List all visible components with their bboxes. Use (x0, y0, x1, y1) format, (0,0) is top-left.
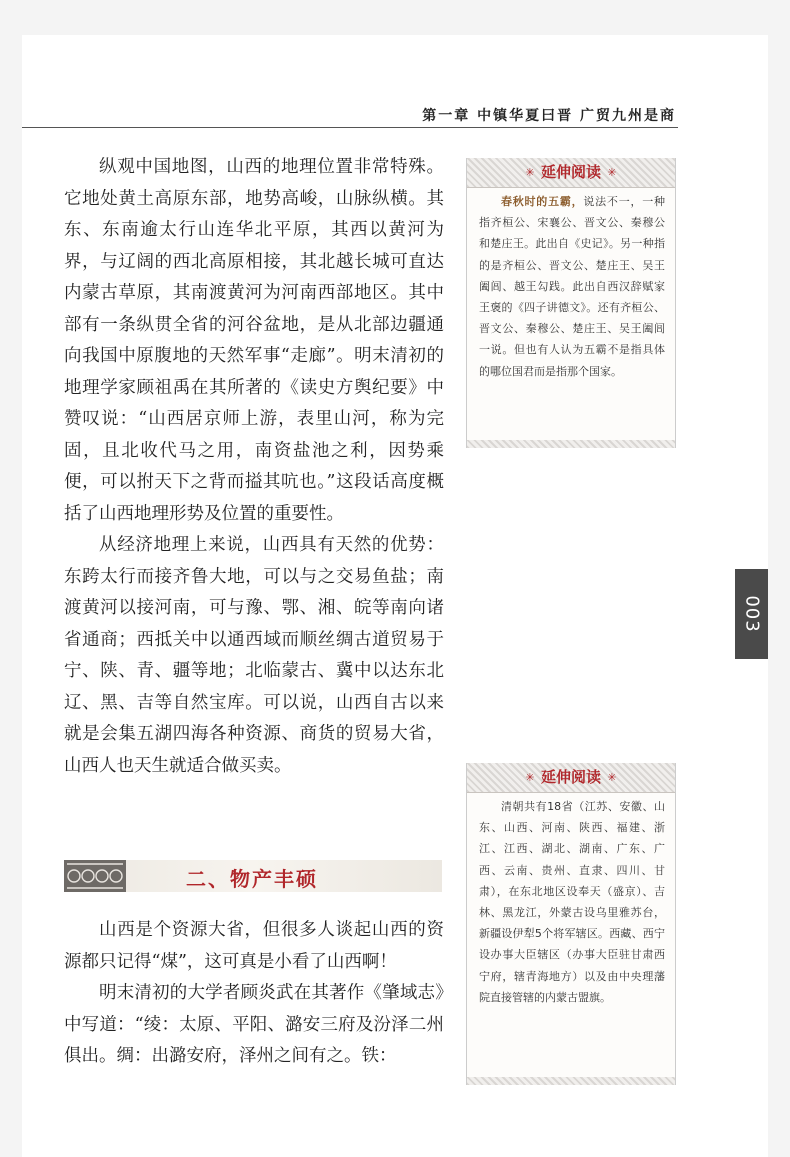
page-number: 003 (741, 595, 762, 633)
further-reading-text: 说法不一，一种指齐桓公、宋襄公、晋文公、秦穆公和楚庄王。此出自《史记》。另一种指的是齐桓公、晋文公、楚庄王、吴王阖闾、越王勾践。此出自西汉辞赋家王褒的《四子讲德文》。还有齐桓公、晋文公、秦穆公、楚庄王、吴王阖闾一说。但也有人认为五霸不是指具体的哪位国君而是指那个国家。 (479, 195, 666, 378)
paragraph: 从经济地理上来说，山西具有天然的优势：东跨太行而接齐鲁大地，可以与之交易鱼盐；南渡黄河以接河南，可与豫、鄂、湘、皖等南向诸省通商；西抵关中以通西域而顺丝绸古道贸易于宁、陕、青、疆等地；北临蒙古、冀中以达东北辽、黑、吉等自然宝库。可以说，山西自古以来就是会集五湖四海各种资源、商货的贸易大省，山西人也天生就适合做买卖。 (64, 535, 444, 776)
book-page (22, 35, 768, 1157)
running-header: 第一章 中镇华夏曰晋 广贸九州是商 (422, 108, 676, 124)
further-reading-title: 延伸阅读 (540, 768, 601, 786)
further-reading-header (467, 763, 675, 793)
further-reading-box-1 (466, 158, 676, 448)
lattice-ornament-icon (64, 860, 126, 892)
paragraph: 明末清初的大学者顾炎武在其著作《肇域志》中写道：“绫：太原、平阳、潞安三府及汾泽二州俱出。绸：出潞安府，泽州之间有之。铁： (64, 983, 444, 1066)
section-title: 二、物产丰硕 (186, 867, 318, 891)
further-reading-content (467, 793, 675, 1008)
further-reading-title: 延伸阅读 (540, 163, 601, 181)
flower-ornament-icon: ✳ (525, 166, 535, 179)
further-reading-text: 清朝共有18省（江苏、安徽、山东、山西、河南、陕西、福建、浙江、江西、湖北、湖南、广东、广西、云南、贵州、直隶、四川、甘肃），在东北地区设奉天（盛京）、吉林、黑龙江，外蒙古设乌里雅苏台，新疆设伊犁5个将军辖区。西藏、西宁设办事大臣辖区（办事大臣驻甘肃西宁府，辖青海地方）以及由中央理藩院直接管辖的内蒙古盟旗。 (479, 800, 665, 1004)
header-rule (22, 127, 678, 128)
further-reading-header (467, 158, 675, 188)
flower-ornament-icon: ✳ (525, 771, 535, 784)
further-reading-content (467, 188, 675, 382)
flower-ornament-icon: ✳ (607, 771, 617, 784)
flower-ornament-icon: ✳ (607, 166, 617, 179)
section-heading-bar (64, 860, 442, 892)
paragraph: 纵观中国地图，山西的地理位置非常特殊。它地处黄土高原东部，地势高峻，山脉纵横。其东、东南逾太行山连华北平原，其西以黄河为界，与辽阔的西北高原相接，其北越长城可直达内蒙古草原，其南渡黄河为河南西部地区。其中部有一条纵贯全省的河谷盆地，是从北部边疆通向我国中原腹地的天然军事“走廊”。明末清初的地理学家顾祖禹在其所著的《读史方舆纪要》中赞叹说：“山西居京师上游，表里山河，称为完固，且北收代马之用，南资盐池之利，因势乘便，可以拊天下之背而搤其吭也。”这段话高度概括了山西地理形势及位置的重要性。 (64, 157, 444, 524)
box-bottom-border (467, 1077, 675, 1085)
paragraph: 山西是个资源大省，但很多人谈起山西的资源都只记得“煤”，这可真是小看了山西啊！ (64, 920, 444, 972)
page-number-tab (735, 569, 768, 659)
box-bottom-border (467, 440, 675, 448)
main-text-lower (64, 915, 444, 1073)
lead-term: 春秋时的五霸， (501, 195, 584, 208)
main-text-upper (64, 152, 444, 782)
further-reading-box-2 (466, 763, 676, 1085)
